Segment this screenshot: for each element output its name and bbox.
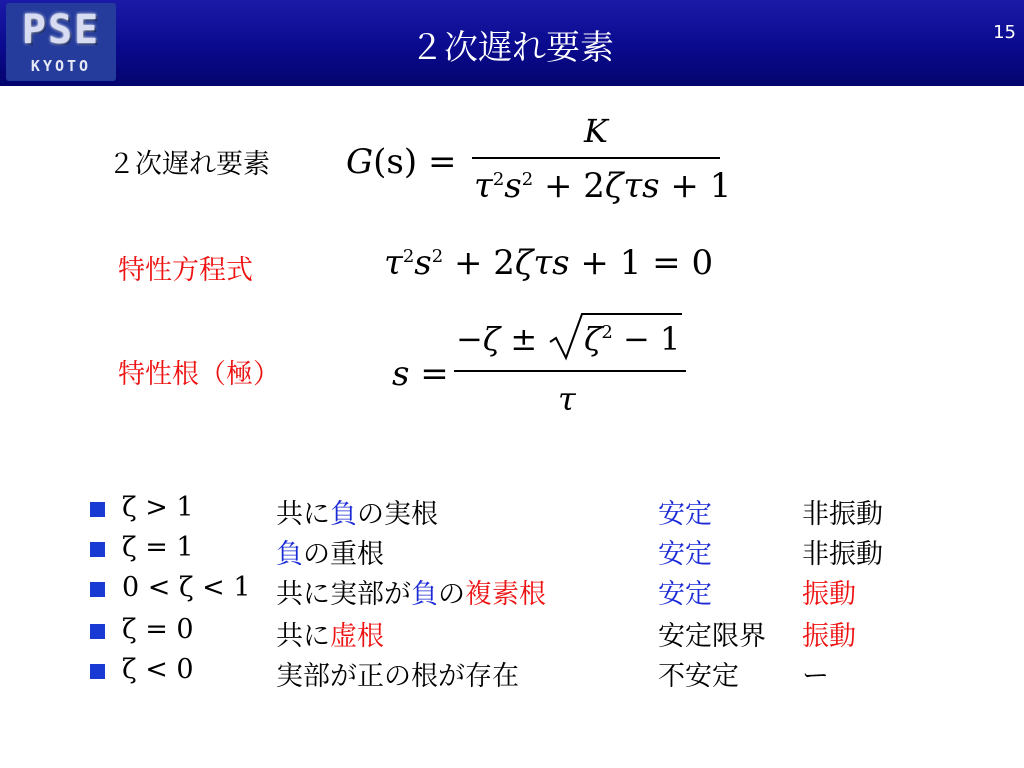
root-description	[276, 614, 384, 653]
condition-zeta: 0 < ζ < 1	[122, 572, 251, 603]
logo-pse-text: PSE	[21, 7, 101, 53]
roots-numerator-prefix: −ζ ±	[456, 320, 538, 358]
root-description-part: の重根	[303, 539, 384, 570]
pse-kyoto-logo	[6, 3, 116, 81]
root-description-part: の実根	[357, 499, 438, 530]
bullet-square-icon	[90, 664, 105, 679]
roots-radicand: $\zeta^2 - 1$	[584, 320, 681, 358]
transfer-function-denominator: $\tau^2s^2 + 2\zeta\tau s + 1$	[474, 166, 732, 206]
root-description-part: 共に実部が	[276, 579, 411, 610]
characteristic-equation: $\tau^2s^2 + 2\zeta\tau s + 1 = 0$	[384, 243, 714, 283]
root-description	[276, 492, 438, 531]
logo-kyoto-text: KYOTO	[30, 57, 92, 75]
stability-status: 安定	[658, 539, 712, 570]
condition-zeta: ζ < 0	[122, 654, 194, 685]
oscillation-status: 非振動	[802, 539, 883, 570]
transfer-function-fraction-bar	[472, 157, 720, 159]
root-description	[276, 572, 546, 611]
roots-lhs: s =	[392, 354, 449, 394]
root-description-part: 共に	[276, 499, 330, 530]
root-description-part: の	[438, 579, 465, 610]
stability-status: 安定	[658, 499, 712, 530]
bullet-square-icon	[90, 502, 105, 517]
label-characteristic-equation: 特性方程式	[118, 255, 253, 286]
title-bar	[0, 0, 1024, 86]
slide-title: ２次遅れ要素	[410, 28, 614, 68]
roots-denominator: τ	[558, 380, 576, 418]
root-description-part: 虚根	[330, 621, 384, 652]
root-description-part: 実部が正の根が存在	[276, 661, 519, 692]
bullet-square-icon	[90, 542, 105, 557]
condition-zeta: ζ = 1	[122, 532, 194, 563]
root-description-part: 負	[330, 499, 357, 530]
transfer-function-numerator: K	[584, 112, 608, 150]
stability-status: 不安定	[658, 661, 739, 692]
oscillation-status: 振動	[802, 621, 856, 652]
root-description-part: 共に	[276, 621, 330, 652]
label-characteristic-roots: 特性根（極）	[118, 359, 280, 390]
bullet-square-icon	[90, 582, 105, 597]
root-description-part: 複素根	[465, 579, 546, 610]
root-description-part: 負	[276, 539, 303, 570]
condition-zeta: ζ = 0	[122, 614, 194, 645]
label-second-order-element: ２次遅れ要素	[108, 149, 270, 180]
condition-zeta: ζ > 1	[122, 492, 194, 523]
root-description-part: 負	[411, 579, 438, 610]
oscillation-status: ー	[802, 661, 829, 692]
oscillation-status: 振動	[802, 579, 856, 610]
stability-status: 安定	[658, 579, 712, 610]
roots-fraction-bar	[454, 370, 686, 372]
page-number: 15	[993, 22, 1016, 43]
stability-status: 安定限界	[658, 621, 766, 652]
bullet-square-icon	[90, 624, 105, 639]
root-description	[276, 532, 384, 571]
oscillation-status: 非振動	[802, 499, 883, 530]
root-description	[276, 654, 519, 693]
transfer-function-lhs: G(s) =	[346, 142, 457, 182]
